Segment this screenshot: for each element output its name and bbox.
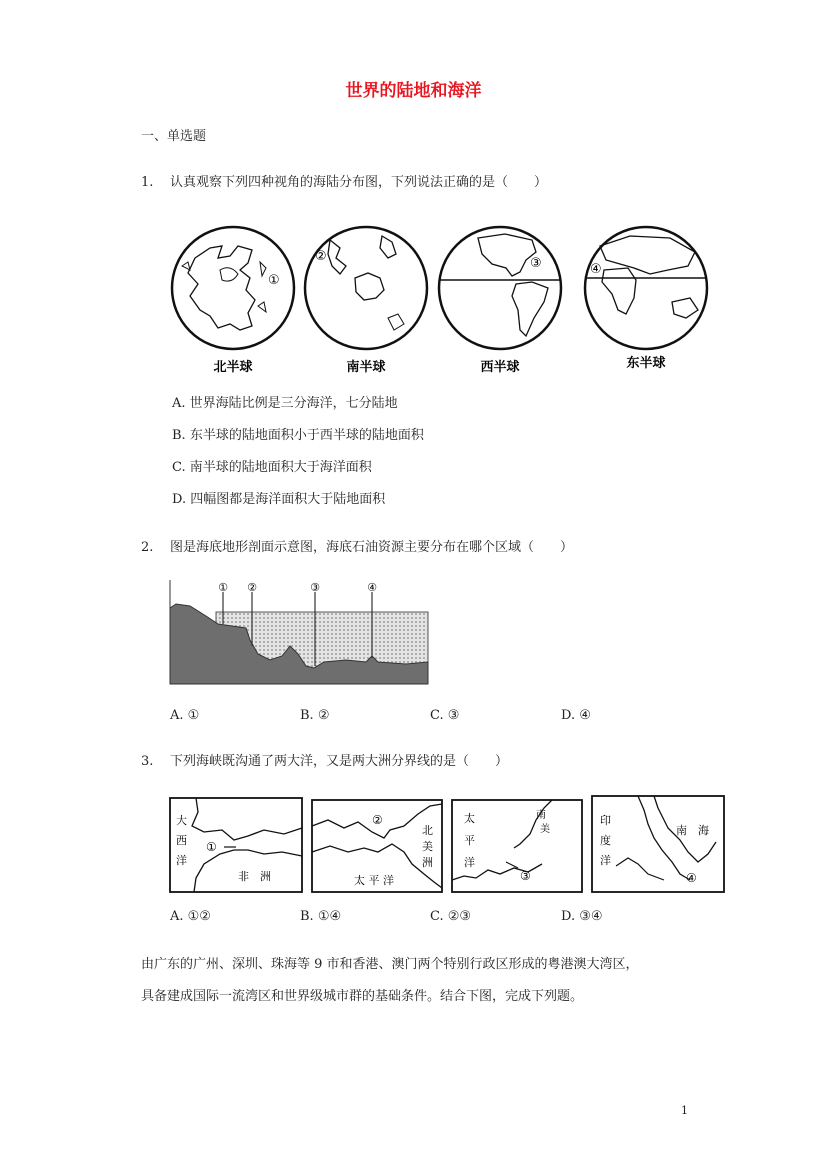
map4-label-4: 南 海	[676, 824, 709, 837]
q2-option-c[interactable]: C. ③	[430, 708, 460, 723]
map2-label-2: 美	[422, 840, 433, 853]
globe-4-mark: ④	[590, 262, 602, 277]
map1-label-1: 大	[176, 814, 187, 827]
globe-southern	[305, 227, 427, 349]
map4-label-1: 印	[600, 814, 611, 827]
question-2-stem: 图是海底地形剖面示意图，海底石油资源主要分布在哪个区域（ ）	[170, 540, 574, 555]
q3-option-a[interactable]: A. ①②	[170, 909, 211, 924]
globe-northern	[172, 227, 294, 349]
map3-label-2: 平	[464, 834, 475, 847]
q1-option-c[interactable]: C. 南半球的陆地面积大于海洋面积	[172, 460, 372, 475]
map3-mark: ③	[520, 869, 531, 883]
map2-label-4: 太 平 洋	[354, 874, 394, 887]
map4-label-2: 度	[600, 834, 611, 847]
map1-label-2: 西	[176, 834, 187, 847]
globe-western	[439, 227, 561, 349]
globe-3-mark: ③	[530, 256, 542, 271]
globe-2-mark: ②	[315, 249, 327, 264]
strait-map-4	[592, 796, 724, 892]
q3-option-c[interactable]: C. ②③	[430, 909, 472, 924]
map3-label-3: 洋	[464, 856, 475, 869]
globe-2-label: 南半球	[346, 360, 386, 375]
globe-1-label: 北半球	[213, 360, 253, 375]
seabed-profile-figure	[166, 580, 432, 686]
globe-3-label: 西半球	[480, 360, 520, 375]
question-1-stem: 认真观察下列四种视角的海陆分布图，下列说法正确的是（ ）	[170, 175, 548, 190]
question-2-number: 2.	[141, 540, 154, 555]
globe-1-mark: ①	[268, 273, 280, 288]
page-title: 世界的陆地和海洋	[345, 81, 482, 101]
question-3-number: 3.	[141, 754, 154, 769]
globe-4-label: 东半球	[626, 356, 666, 371]
q1-option-b[interactable]: B. 东半球的陆地面积小于西半球的陆地面积	[172, 428, 424, 443]
page-number: 1	[681, 1104, 688, 1117]
question-3-stem: 下列海峡既沟通了两大洋，又是两大洲分界线的是（ ）	[170, 754, 509, 769]
globe-eastern	[585, 227, 707, 349]
passage-line-2: 具备建成国际一流湾区和世界级城市群的基础条件。结合下图，完成下列题。	[141, 989, 584, 1004]
map1-mark: ①	[206, 840, 217, 854]
strait-map-1	[170, 798, 302, 892]
profile-mark-1: ①	[218, 581, 228, 594]
map3-label-1: 太	[464, 812, 475, 825]
passage-line-1: 由广东的广州、深圳、珠海等 9 市和香港、澳门两个特别行政区形成的粤港澳大湾区，	[141, 957, 639, 972]
map1-label-3: 洋	[176, 854, 187, 867]
map2-label-3: 洲	[422, 856, 433, 869]
profile-mark-2: ②	[247, 581, 257, 594]
profile-mark-4: ④	[367, 581, 377, 594]
map4-label-3: 洋	[600, 854, 611, 867]
profile-mark-3: ③	[310, 581, 320, 594]
q3-option-d[interactable]: D. ③④	[561, 909, 603, 924]
map2-mark: ②	[372, 813, 383, 827]
map3-label-5: 美	[540, 824, 550, 835]
q2-option-a[interactable]: A. ①	[170, 708, 200, 723]
strait-maps-figure	[168, 792, 728, 896]
map1-label-4: 非 洲	[238, 870, 271, 883]
map4-mark: ④	[686, 871, 697, 885]
hemisphere-maps-figure	[160, 218, 720, 378]
map2-label-1: 北	[422, 824, 433, 837]
q3-option-b[interactable]: B. ①④	[300, 909, 342, 924]
q1-option-a[interactable]: A. 世界海陆比例是三分海洋，七分陆地	[172, 396, 398, 411]
map3-label-4: 南	[536, 810, 546, 821]
question-1-number: 1.	[141, 175, 154, 190]
q2-option-b[interactable]: B. ②	[300, 708, 330, 723]
q2-option-d[interactable]: D. ④	[561, 708, 591, 723]
section-heading: 一、单选题	[141, 129, 207, 144]
q1-option-d[interactable]: D. 四幅图都是海洋面积大于陆地面积	[172, 492, 386, 507]
